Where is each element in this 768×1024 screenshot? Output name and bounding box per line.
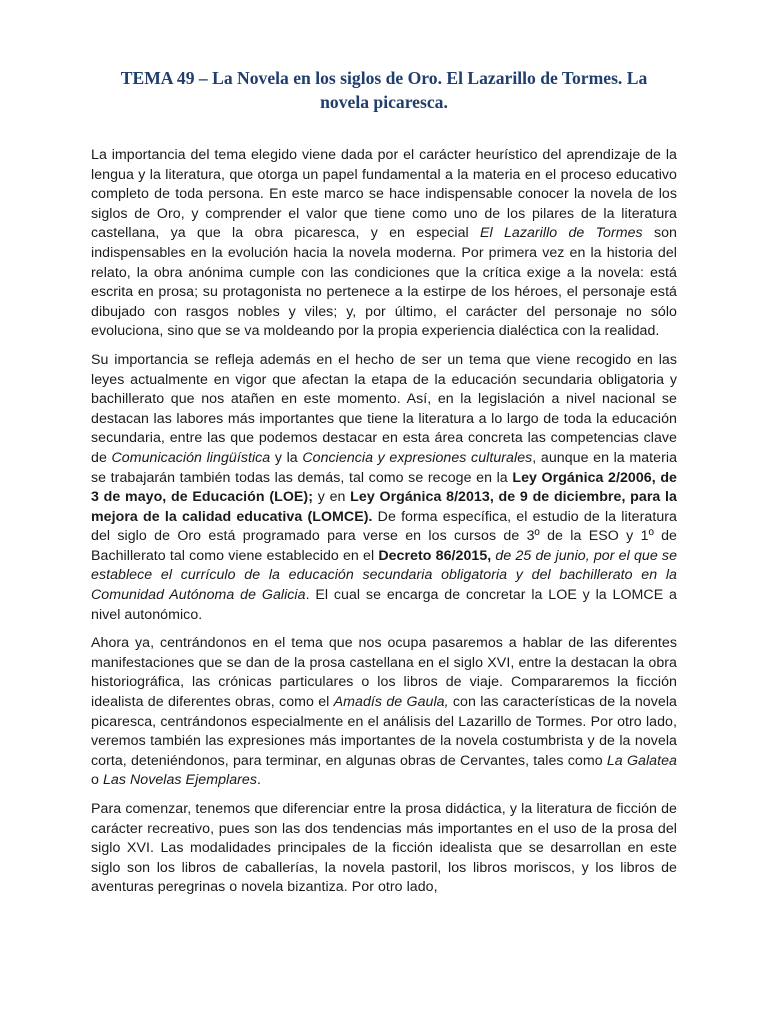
document-body bbox=[91, 146, 677, 898]
paragraph-4 bbox=[91, 800, 677, 898]
text-run: . bbox=[257, 772, 262, 789]
paragraph-2 bbox=[91, 351, 677, 625]
text-run: Comunicación lingüística bbox=[111, 449, 271, 466]
text-run: De forma específica, el estudio de la literatura del siglo de Oro está programado para verse en los cursos de 3º de la ESO y 1º de Bachillerato tal como viene establecido en el bbox=[91, 508, 677, 564]
text-run: Para comenzar, tenemos que diferenciar entre la prosa didáctica, y la literatura de ficción de carácter recreativo, pues son las dos tendencias más importantes en el uso de la prosa del siglo XVI. Las modalidades principales de la ficción idealista que se desarrollan en este siglo son los libros de caballerías, la novela pastoril, los libros moriscos, y los libros de aventuras peregrinas o novela bizantiza. Por otro lado, bbox=[91, 801, 677, 896]
text-run: Ley Orgánica 8/2013, de 9 de diciembre, para la mejora de la calidad educativa (LOMCE). bbox=[91, 489, 677, 525]
text-run: con las características de la novela picaresca, centrándonos especialmente en el análisis del Lazarillo de Tormes. Por otro lado, veremos también las expresiones más importantes de la novela costumbrista y de la novela corta, deteniéndonos, para terminar, en algunas obras de Cervantes, tales como bbox=[91, 694, 677, 769]
text-run: El Lazarillo de Tormes bbox=[479, 225, 643, 242]
text-run: de 25 de junio, por el que se establece el currículo de la educación secundaria obligatoria y del bachillerato en la Comunidad Autónoma de Galicia bbox=[91, 547, 678, 604]
text-run: Ley Orgánica 2/2006, de 3 de mayo, de Educación (LOE); bbox=[91, 469, 677, 506]
text-run: Su importancia se refleja además en el hecho de ser un tema que viene recogido en las leyes actualmente en vigor que afectan la etapa de la educación secundaria obligatoria y bachillerato que nos atañen en este momento. Así, en la legislación a nivel nacional se destacan las labores más importantes que tiene la literatura a lo largo de toda la educación secundaria, entre las que podemos destacar en esta área concreta las competencias clave de bbox=[91, 351, 677, 466]
text-run: Conciencia y expresiones culturales bbox=[302, 449, 533, 466]
text-run: La Galatea bbox=[606, 752, 677, 769]
text-run: La importancia del tema elegido viene dada por el carácter heurístico del aprendizaje de la lengua y la literatura, que otorga un papel fundamental a la materia en el proceso educativo completo de toda persona. En este marco se hace indispensable conocer la novela de los siglos de Oro, y comprender el valor que tiene como uno de los pilares de la literatura castellana, ya que la obra picaresca, y en especial bbox=[91, 147, 677, 242]
text-run: o bbox=[91, 772, 103, 789]
text-run: Las Novelas Ejemplares bbox=[102, 772, 258, 789]
paragraph-3 bbox=[91, 634, 677, 791]
document-title: TEMA 49 – La Novela en los siglos de Oro. El Lazarillo de Tormes. La novela picaresca. bbox=[120, 68, 648, 112]
text-run: Ahora ya, centrándonos en el tema que nos ocupa pasaremos a hablar de las diferentes manifestaciones que se dan de la prosa castellana en el siglo XVI, entre la destacan la obra historiográfica, las crónicas particulares o los libros de viaje. Compararemos la ficción idealista de diferentes obras, como el bbox=[91, 635, 677, 711]
paragraph-1 bbox=[91, 146, 677, 342]
text-run: . El cual se encarga de concretar la LOE y la LOMCE a nivel autonómico. bbox=[91, 587, 677, 623]
text-run: Decreto 86/2015, bbox=[378, 547, 492, 564]
text-run: son indispensables en la evolución hacia la novela moderna. Por primera vez en la historia del relato, la obra anónima cumple con las condiciones que la crítica exige a la novela: está escrita en prosa; su protagonista no pertenece a la estirpe de los héroes, el personaje está dibujado con rasgos nobles y viles; y, por último, el carácter del personaje no sólo evoluciona, sino que se va moldeando por la propia experiencia dialéctica con la realidad. bbox=[91, 225, 677, 340]
text-run: , aunque en la materia se trabajarán también todas las demás, tal como se recoge en la bbox=[91, 449, 678, 486]
text-run: y la bbox=[270, 449, 303, 466]
text-run: Amadís de Gaula, bbox=[333, 694, 449, 711]
text-run: y en bbox=[312, 489, 351, 506]
